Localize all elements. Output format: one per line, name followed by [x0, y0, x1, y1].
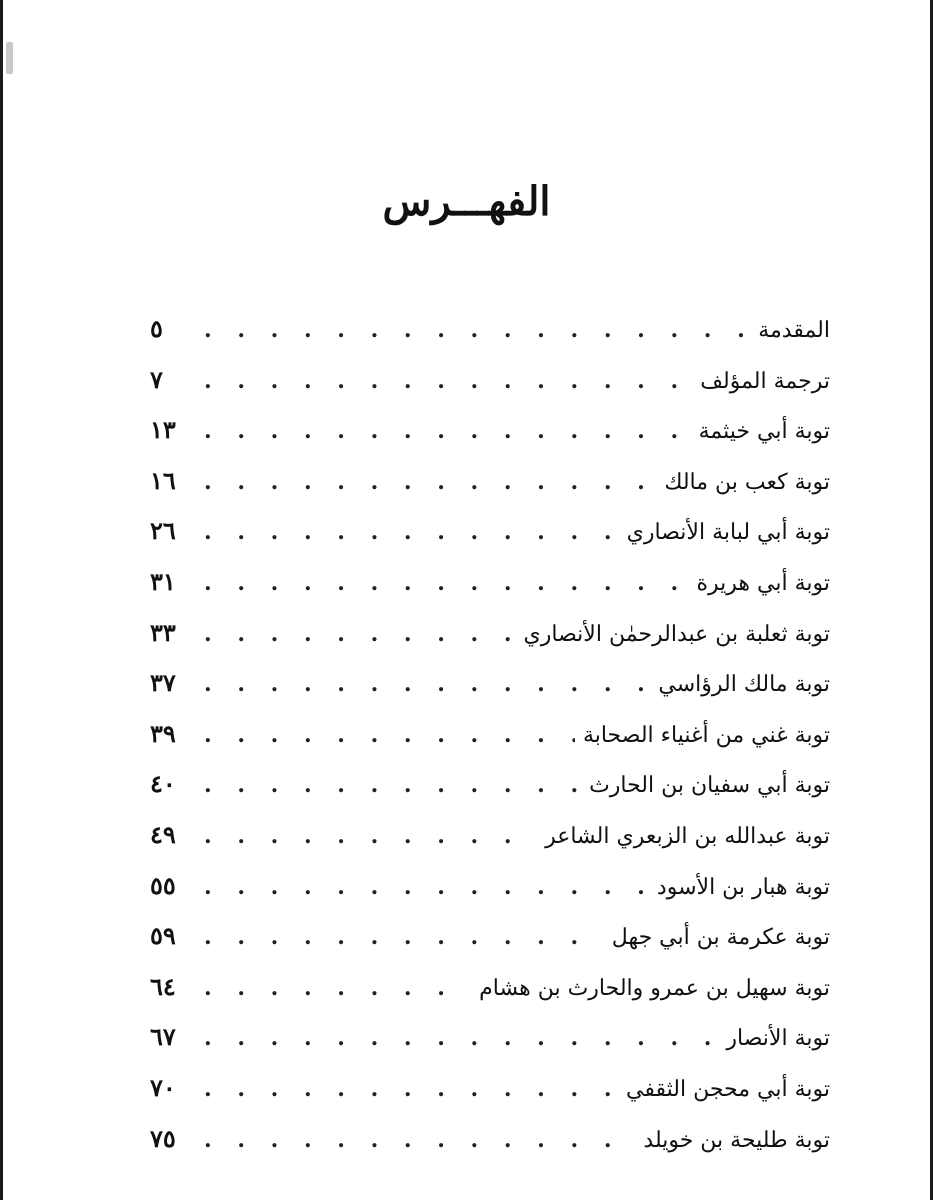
toc-entry-title: المقدمة: [758, 318, 830, 343]
toc-entry[interactable]: [150, 871, 830, 922]
toc-entry-page: ٧٠: [150, 1072, 176, 1102]
toc-entry-page: ٢٦: [150, 516, 176, 546]
toc-entry[interactable]: [150, 1073, 830, 1124]
toc-entry[interactable]: [150, 719, 830, 770]
toc-entry[interactable]: [150, 618, 830, 669]
toc-leader-dots: [204, 368, 692, 394]
toc-leader-dots: [204, 874, 649, 900]
toc-leader-dots: [204, 772, 581, 798]
toc-entry-title: توبة أبي سفيان بن الحارث: [589, 773, 830, 799]
toc-entry[interactable]: [150, 1124, 830, 1175]
toc-entry-title: توبة مالك الرؤاسي: [658, 672, 830, 698]
toc-leader-dots: [204, 1127, 635, 1153]
toc-leader-dots: [204, 722, 575, 748]
toc-entry-page: ٣٩: [150, 718, 176, 748]
toc-entry-page: ٣١: [150, 566, 176, 596]
toc-entry-page: ٦٤: [150, 971, 176, 1001]
table-of-contents: [150, 314, 830, 1174]
toc-entry-page: ٥٥: [150, 870, 176, 900]
toc-entry-page: ١٣: [150, 415, 176, 445]
toc-leader-dots: [204, 621, 516, 647]
toc-entry-page: ٣٣: [150, 617, 176, 647]
toc-leader-dots: [204, 924, 604, 950]
toc-entry[interactable]: [150, 921, 830, 972]
toc-entry-page: ٤٠: [150, 769, 176, 799]
toc-entry-title: توبة سهيل بن عمرو والحارث بن هشام: [479, 975, 830, 1001]
toc-leader-dots: [204, 1025, 718, 1051]
toc-entry[interactable]: [150, 567, 830, 618]
toc-leader-dots: [204, 671, 650, 697]
toc-entry-title: ترجمة المؤلف: [700, 368, 830, 394]
toc-entry[interactable]: [150, 668, 830, 719]
toc-entry-page: ٥٩: [150, 921, 176, 951]
toc-entry-title: توبة طليحة بن خويلد: [643, 1127, 830, 1153]
toc-leader-dots: [204, 519, 619, 545]
toc-entry[interactable]: [150, 516, 830, 567]
toc-entry[interactable]: [150, 466, 830, 517]
toc-entry-title: توبة أبي خيثمة: [698, 419, 830, 445]
toc-leader-dots: [204, 1076, 618, 1102]
toc-entry-page: ٦٧: [150, 1022, 176, 1052]
toc-entry[interactable]: [150, 415, 830, 466]
toc-entry-title: توبة عكرمة بن أبي جهل: [611, 925, 830, 951]
toc-leader-dots: [204, 469, 656, 495]
toc-entry[interactable]: [150, 820, 830, 871]
toc-entry-title: توبة أبي هريرة: [696, 570, 830, 596]
toc-leader-dots: [204, 570, 689, 596]
toc-entry-title: توبة غني من أغنياء الصحابة: [582, 722, 830, 748]
toc-entry-title: توبة الأنصار: [726, 1026, 830, 1052]
toc-entry[interactable]: [150, 1022, 830, 1073]
toc-entry[interactable]: [150, 365, 830, 416]
toc-leader-dots: [204, 317, 750, 343]
toc-entry[interactable]: [150, 769, 830, 820]
toc-entry-page: ١٦: [150, 465, 176, 495]
toc-entry-page: ٧٥: [150, 1123, 176, 1153]
scrollbar-thumb[interactable]: [6, 42, 13, 74]
toc-entry-title: توبة أبي لبابة الأنصاري: [626, 520, 830, 546]
toc-entry-page: ٧: [150, 364, 163, 394]
toc-entry-title: توبة هبار بن الأسود: [656, 874, 830, 900]
toc-entry[interactable]: [150, 314, 830, 365]
toc-entry-page: ٣٧: [150, 668, 176, 698]
toc-leader-dots: [204, 975, 471, 1001]
toc-entry-title: توبة كعب بن مالك: [664, 469, 830, 495]
toc-entry-page: ٥: [150, 314, 163, 343]
toc-entry[interactable]: [150, 972, 830, 1023]
page-title: الفهـــرس: [382, 178, 551, 225]
toc-entry-title: توبة عبدالله بن الزبعري الشاعر: [545, 823, 830, 849]
toc-entry-page: ٤٩: [150, 819, 176, 849]
toc-leader-dots: [204, 823, 537, 849]
toc-entry-title: توبة ثعلبة بن عبدالرحمٰن الأنصاري: [523, 621, 830, 647]
toc-entry-title: توبة أبي محجن الثقفي: [626, 1076, 830, 1102]
toc-leader-dots: [204, 418, 691, 444]
